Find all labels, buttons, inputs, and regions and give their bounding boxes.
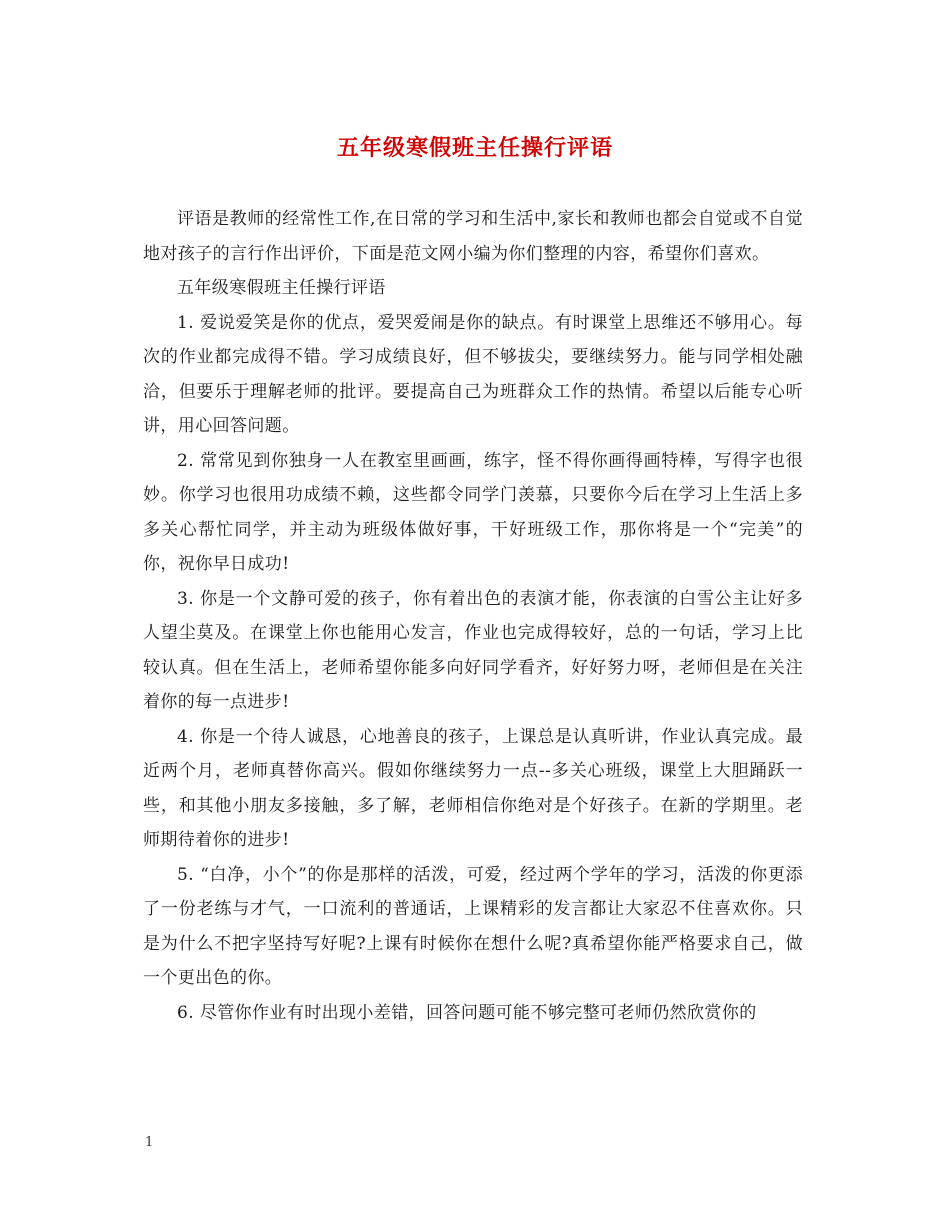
comment-paragraph-4: 4. 你是一个待人诚恳，心地善良的孩子，上课总是认真听讲，作业认真完成。最近两个月，老师真替你高兴。假如你继续努力一点--多关心班级，课堂上大胆踊跃一些，和其他小朋友多接触，多了解，老师相信你绝对是个好孩子。在新的学期里。老师期待着你的进步! (143, 726, 803, 850)
comment-paragraph-6: 6. 尽管你作业有时出现小差错，回答问题可能不够完整可老师仍然欣赏你的 (177, 1002, 757, 1023)
comment-paragraph-2: 2. 常常见到你独身一人在教室里画画，练字，怪不得你画得画特棒，写得字也很妙。你学习也很用功成绩不赖，这些都令同学门羡慕，只要你今后在学习上生活上多多关心帮忙同学，并主动为班级体做好事，干好班级工作，那你将是一个“完美”的你，祝你早日成功! (143, 450, 803, 574)
comment-paragraph-3: 3. 你是一个文静可爱的孩子，你有着出色的表演才能，你表演的白雪公主让好多人望尘莫及。在课堂上你也能用心发言，作业也完成得较好，总的一句话，学习上比较认真。但在生活上，老师希望你能多向好同学看齐，好好努力呀，老师但是在关注着你的每一点进步! (143, 588, 803, 712)
section-heading: 五年级寒假班主任操行评语 (177, 278, 386, 298)
document-body (143, 202, 803, 1030)
comment-paragraph-5: 5. “白净，小个”的你是那样的活泼，可爱，经过两个学年的学习，活泼的你更添了一份老练与才气，一口流利的普通话，上课精彩的发言都让大家忍不住喜欢你。只是为什么不把字坚持写好呢?上课有时候你在想什么呢?真希望你能严格要求自己，做一个更出色的你。 (143, 864, 803, 988)
comment-paragraph-1: 1. 爱说爱笑是你的优点，爱哭爱闹是你的缺点。有时课堂上思维还不够用心。每次的作业都完成得不错。学习成绩良好，但不够拔尖，要继续努力。能与同学相处融洽，但要乐于理解老师的批评。要提高自己为班群众工作的热情。希望以后能专心听讲，用心回答问题。 (143, 312, 803, 436)
page-number: 1 (145, 1135, 154, 1150)
document-title: 五年级寒假班主任操行评语 (336, 135, 613, 161)
intro-paragraph: 评语是教师的经常性工作,在日常的学习和生活中,家长和教师也都会自觉或不自觉地对孩子的言行作出评价，下面是范文网小编为你们整理的内容，希望你们喜欢。 (143, 209, 803, 264)
